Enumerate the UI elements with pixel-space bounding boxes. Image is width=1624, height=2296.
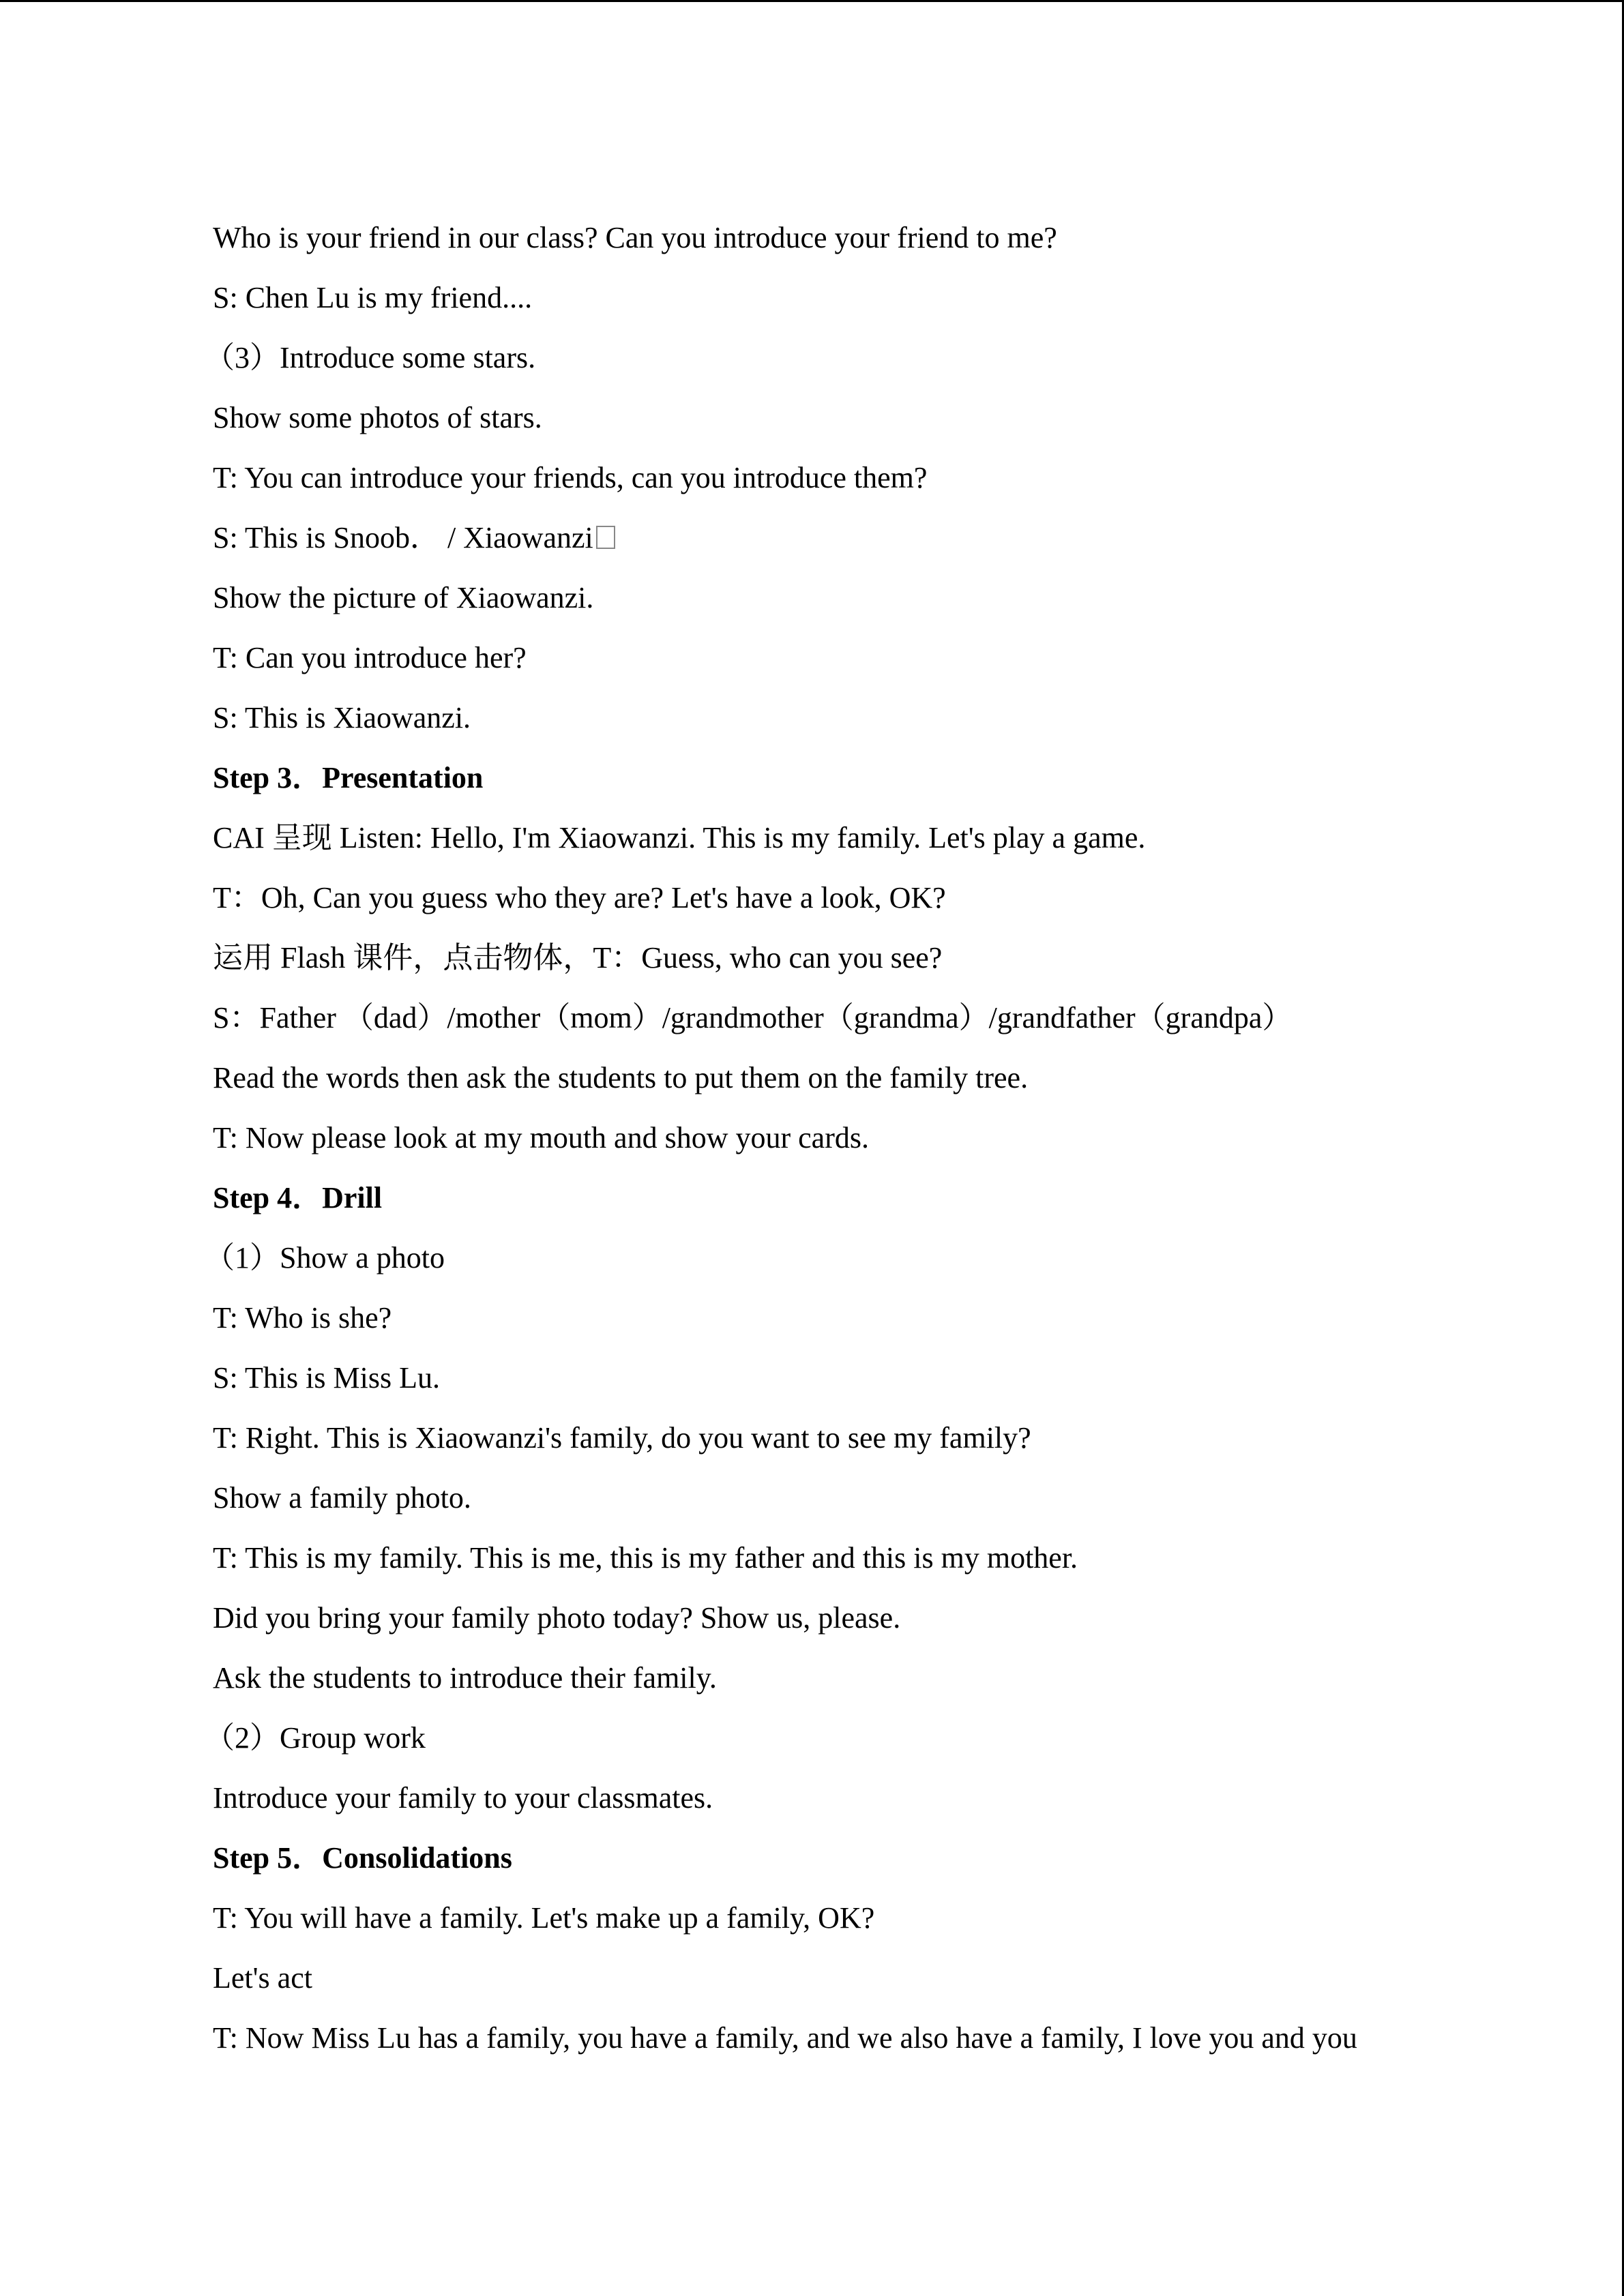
- text-line: Show a family photo.: [213, 1481, 471, 1515]
- text-line: T：Oh, Can you guess who they are? Let's have a look, OK?: [213, 881, 946, 914]
- text-line: Show the picture of Xiaowanzi.: [213, 581, 594, 614]
- text-line: Introduce your family to your classmates.: [213, 1781, 713, 1815]
- section-heading: Step 4．Drill: [213, 1181, 383, 1214]
- text-line: T: Now Miss Lu has a family, you have a family, and we also have a family, I love you and you: [213, 2021, 1357, 2055]
- text-line: S: This is Xiaowanzi.: [213, 701, 471, 734]
- text-line: 运用 Flash 课件，点击物体，T：Guess, who can you see?: [213, 941, 943, 974]
- text-line: T: You can introduce your friends, can you introduce them?: [213, 461, 928, 494]
- text-line: （3）Introduce some stars.: [205, 341, 536, 374]
- section-heading: Step 3．Presentation: [213, 761, 484, 794]
- text-line: T: Who is she?: [213, 1301, 392, 1335]
- missing-glyph-box-icon: [596, 526, 615, 549]
- text-line: Show some photos of stars.: [213, 401, 542, 434]
- text-line: CAI 呈现 Listen: Hello, I'm Xiaowanzi. This is my family. Let's play a game.: [213, 821, 1146, 854]
- text-line: [213, 513, 1509, 573]
- text-line: T: You will have a family. Let's make up a family, OK?: [213, 1901, 875, 1935]
- text-line: Read the words then ask the students to put them on the family tree.: [213, 1061, 1029, 1094]
- text-line: Ask the students to introduce their family.: [213, 1661, 717, 1695]
- text-line: （1）Show a photo: [205, 1241, 445, 1274]
- text-line: S: This is Miss Lu.: [213, 1361, 440, 1395]
- text-line: S：Father （dad）/mother（mom）/grandmother（grandma）/grandfather（grandpa）: [213, 1001, 1293, 1034]
- text-line: T: Now please look at my mouth and show your cards.: [213, 1121, 869, 1154]
- text-line-content: S: This is Snoob． / Xiaowanzi: [213, 521, 593, 554]
- text-line: Let's act: [213, 1961, 312, 1995]
- text-line: T: This is my family. This is me, this is my father and this is my mother.: [213, 1541, 1078, 1575]
- text-line: （2）Group work: [205, 1721, 426, 1755]
- text-line: Did you bring your family photo today? Show us, please.: [213, 1601, 901, 1635]
- text-line: S: Chen Lu is my friend....: [213, 281, 533, 314]
- section-heading: Step 5．Consolidations: [213, 1841, 512, 1875]
- text-line: T: Can you introduce her?: [213, 641, 527, 674]
- document-body: [205, 213, 1509, 2074]
- text-line: T: Right. This is Xiaowanzi's family, do you want to see my family?: [213, 1421, 1031, 1455]
- text-line: Who is your friend in our class? Can you introduce your friend to me?: [213, 221, 1057, 254]
